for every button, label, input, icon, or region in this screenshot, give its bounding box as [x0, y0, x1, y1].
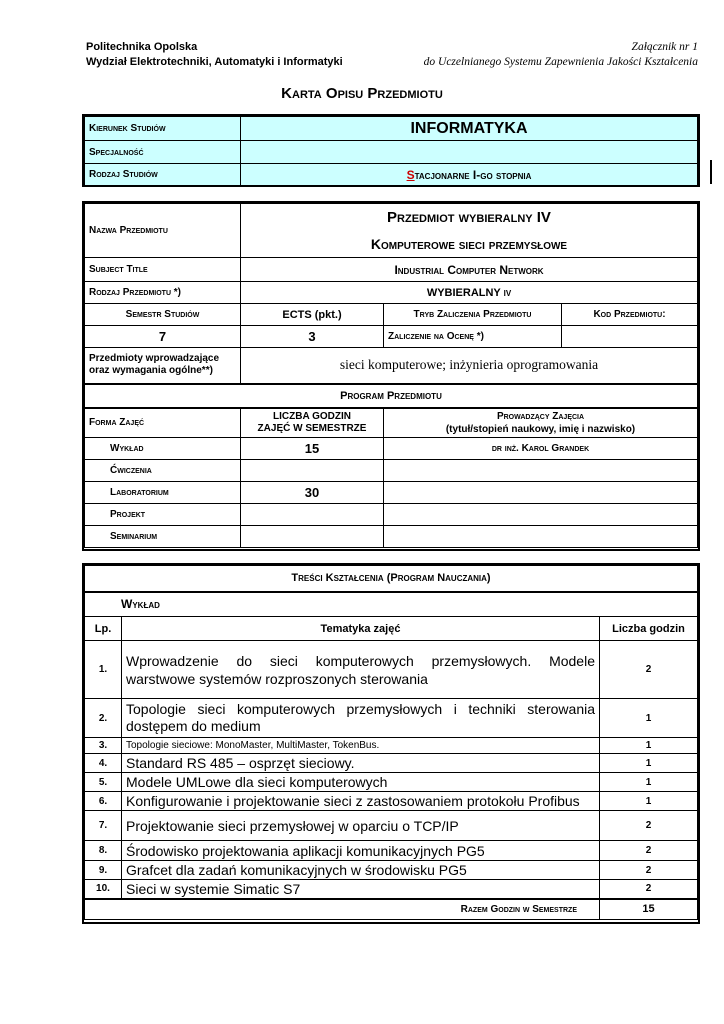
forma-teacher — [384, 482, 698, 504]
forma-name: Ćwiczenia — [85, 460, 241, 482]
row-topic: Konfigurowanie i projektowanie sieci z zastosowaniem protokołu Profibus — [122, 792, 600, 811]
table-row — [85, 754, 698, 773]
rodzaj-przedmiotu-value: WYBIERALNY iv — [241, 282, 698, 304]
row-topic: Wprowadzenie do sieci komputerowych przemysłowych. Modele warstwowe systemów rozproszonych sterowania — [122, 641, 600, 699]
kierunek-value: INFORMATYKA — [241, 117, 698, 141]
study-info-box — [82, 114, 700, 187]
row-hours: 2 — [600, 861, 698, 880]
university-name: Politechnika Opolska — [86, 41, 198, 53]
prereq-label: Przedmioty wprowadzające oraz wymagania ogólne**) — [85, 348, 241, 384]
semestr-label: Semestr Studiów — [85, 304, 241, 326]
specjalnosc-label: Specjalność — [85, 141, 241, 164]
rodzaj-studiow-label: Rodzaj Studiów — [85, 164, 241, 186]
specjalnosc-value — [241, 141, 698, 164]
table-row — [85, 773, 698, 792]
ects-value: 3 — [241, 326, 384, 348]
row-hours: 1 — [600, 699, 698, 738]
row-topic: Standard RS 485 – osprzęt sieciowy. — [122, 754, 600, 773]
row-topic: Topologie sieci komputerowych przemysłowych i techniki sterowania dostępem do medium — [122, 699, 600, 738]
row-lp: 9. — [85, 861, 122, 880]
rodzaj-studiow-value — [241, 164, 698, 186]
forma-hours: 30 — [241, 482, 384, 504]
col-hours: Liczba godzin — [600, 617, 698, 641]
table-row — [85, 738, 698, 754]
row-topic: Grafcet dla zadań komunikacyjnych w środowisku PG5 — [122, 861, 600, 880]
nazwa-line-2: Komputerowe sieci przemysłowe — [241, 232, 698, 258]
curriculum-box — [82, 563, 700, 924]
forma-teacher — [384, 504, 698, 526]
prowadzacy-label — [384, 408, 698, 438]
subject-title-value: Industrial Computer Network — [241, 258, 698, 282]
faculty-name: Wydział Elektrotechniki, Automatyki i Informatyki — [86, 56, 343, 68]
row-topic: Modele UMLowe dla sieci komputerowych — [122, 773, 600, 792]
course-table — [84, 203, 698, 548]
tryb-label: Tryb Zaliczenia Przedmiotu — [384, 304, 562, 326]
rodzaj-rest: tacjonarne I-go stopnia — [414, 167, 532, 182]
row-hours: 1 — [600, 792, 698, 811]
row-topic: Projektowanie sieci przemysłowej w oparciu o TCP/IP — [122, 811, 600, 841]
nazwa-line-1: Przedmiot wybieralny IV — [241, 204, 698, 232]
semestr-value: 7 — [85, 326, 241, 348]
total-value: 15 — [600, 899, 698, 920]
row-hours: 2 — [600, 811, 698, 841]
forma-name: Seminarium — [85, 526, 241, 548]
table-row — [85, 861, 698, 880]
forma-name: Wykład — [85, 438, 241, 460]
prowadzacy-line-2: (tytuł/stopień naukowy, imię i nazwisko) — [445, 423, 636, 435]
row-topic: Sieci w systemie Simatic S7 — [122, 880, 600, 899]
table-row — [85, 792, 698, 811]
row-hours: 2 — [600, 641, 698, 699]
table-row — [85, 880, 698, 899]
row-lp: 5. — [85, 773, 122, 792]
course-box — [82, 201, 700, 551]
subject-title-label: Subject Title — [85, 258, 241, 282]
table-row — [85, 841, 698, 861]
row-hours: 1 — [600, 738, 698, 754]
study-info-table — [84, 116, 698, 186]
header-left — [86, 40, 343, 70]
kod-label: Kod Przedmiotu: — [562, 304, 698, 326]
page-title: Karta Opisu Przedmiotu — [281, 85, 443, 102]
liczba-godzin-line-2: ZAJĘĆ W SEMESTRZE — [257, 422, 367, 434]
curriculum-table — [84, 565, 698, 920]
col-lp: Lp. — [85, 617, 122, 641]
annex-label: Załącznik nr 1 — [631, 41, 698, 53]
row-hours: 1 — [600, 773, 698, 792]
rodzaj-first-letter: S — [406, 167, 415, 182]
forma-name: Projekt — [85, 504, 241, 526]
kierunek-label: Kierunek Studiów — [85, 117, 241, 141]
table-row — [85, 811, 698, 841]
row-hours: 2 — [600, 880, 698, 899]
forma-teacher — [384, 526, 698, 548]
rodzaj-przedmiotu-label: Rodzaj Przedmiotu *) — [85, 282, 241, 304]
row-hours: 1 — [600, 754, 698, 773]
row-lp: 6. — [85, 792, 122, 811]
forma-teacher: dr inż. Karol Grandek — [384, 438, 698, 460]
section-wyklad: Wykład — [85, 592, 698, 617]
total-label: Razem Godzin w Semestrze — [85, 899, 600, 920]
row-topic: Topologie sieciowe: MonoMaster, MultiMaster, TokenBus. — [122, 738, 600, 754]
forma-hours — [241, 460, 384, 482]
row-lp: 1. — [85, 641, 122, 699]
liczba-godzin-label — [241, 408, 384, 438]
margin-mark — [710, 160, 712, 184]
tryb-value: Zaliczenie na Ocenę *) — [384, 326, 562, 348]
col-topic: Tematyka zajęć — [122, 617, 600, 641]
row-lp: 2. — [85, 699, 122, 738]
forma-hours: 15 — [241, 438, 384, 460]
forma-name: Laboratorium — [85, 482, 241, 504]
forma-teacher — [384, 460, 698, 482]
prereq-value: sieci komputerowe; inżynieria oprogramowania — [241, 348, 698, 384]
row-lp: 3. — [85, 738, 122, 754]
nazwa-label: Nazwa Przedmiotu — [85, 204, 241, 258]
liczba-godzin-line-1: LICZBA GODZIN — [273, 410, 351, 422]
forma-hours — [241, 526, 384, 548]
curriculum-title: Treści Kształcenia (Program Nauczania) — [85, 566, 698, 592]
row-lp: 7. — [85, 811, 122, 841]
table-row — [85, 699, 698, 738]
forma-label: Forma Zajęć — [85, 408, 241, 438]
row-lp: 4. — [85, 754, 122, 773]
prowadzacy-line-1: Prowadzący Zajęcia — [496, 410, 585, 422]
program-title: Program Przedmiotu — [85, 384, 698, 408]
quality-system-label: do Uczelnianego Systemu Zapewnienia Jakości Kształcenia — [423, 56, 698, 68]
forma-hours — [241, 504, 384, 526]
kod-value — [562, 326, 698, 348]
table-row — [85, 641, 698, 699]
row-lp: 10. — [85, 880, 122, 899]
header-right — [424, 40, 698, 70]
row-topic: Środowisko projektowania aplikacji komunikacyjnych PG5 — [122, 841, 600, 861]
ects-label: ECTS (pkt.) — [241, 304, 384, 326]
row-hours: 2 — [600, 841, 698, 861]
row-lp: 8. — [85, 841, 122, 861]
